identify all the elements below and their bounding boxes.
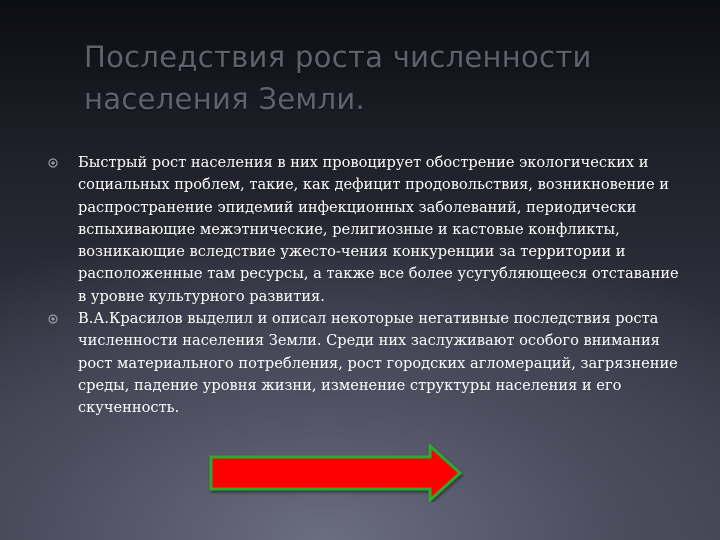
circle-bullet-icon — [48, 314, 58, 324]
circle-bullet-icon — [48, 158, 58, 168]
slide-title: Последствия роста численности населения Земли. — [84, 40, 592, 116]
bullet-list — [48, 152, 684, 420]
right-arrow — [208, 444, 464, 502]
bullet-item — [48, 152, 684, 308]
bullet-text: В.А.Красилов выделил и описал некоторые негативные последствия роста численности населения Земли. Среди них заслуживают особого внимания рост материального потребления, рост городских агломераций, загрязнение среды, падение уровня жизни, изменение структуры населения и его скученность. — [78, 310, 678, 417]
bullet-item — [48, 308, 684, 419]
bullet-text: Быстрый рост населения в них провоцирует обострение экологических и социальных проблем, такие, как дефицит продовольствия, возникновение и распространение эпидемий инфекционных заболеваний, периодически вспыхивающие межэтнические, религиозные и кастовые конфликты, возникающие вследствие ужесто-чения конкуренции за территории и расположенные там ресурсы, а также все более усугубляющееся отставание в уровне культурного развития. — [78, 154, 679, 305]
right-arrow-icon — [208, 444, 464, 502]
